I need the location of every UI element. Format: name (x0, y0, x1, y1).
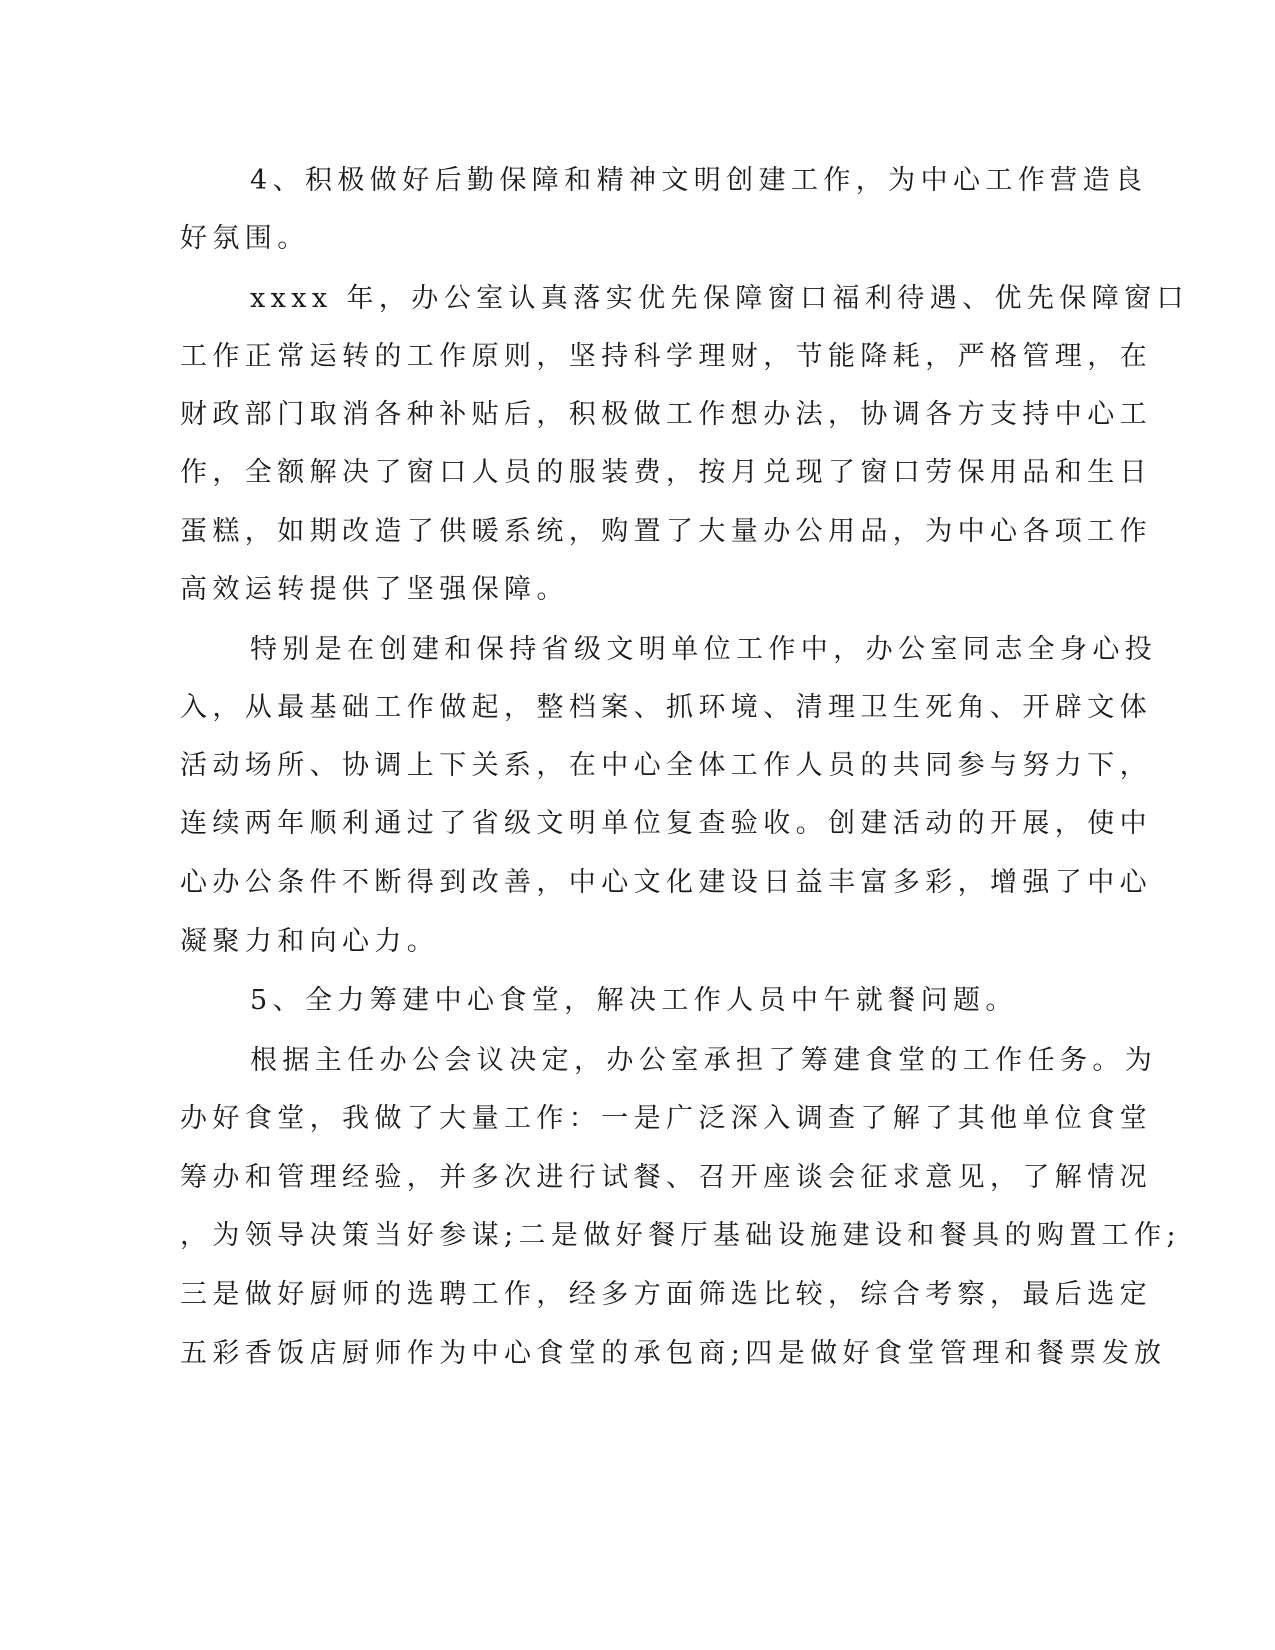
text-line: 入，从最基础工作做起，整档案、抓环境、清理卫生死角、开辟文体 (180, 692, 1152, 723)
text-line: xxxx 年，办公室认真落实优先保障窗口福利待遇、优先保障窗口 (250, 283, 1189, 314)
text-line: 根据主任办公会议决定，办公室承担了筹建食堂的工作任务。为 (250, 1045, 1158, 1076)
text-line: 特别是在创建和保持省级文明单位工作中，办公室同志全身心投 (250, 634, 1158, 665)
text-line: ，为领导决策当好参谋;二是做好餐厅基础设施建设和餐具的购置工作; (180, 1220, 1181, 1251)
text-line: 三是做好厨师的选聘工作，经多方面筛选比较，综合考察，最后选定 (180, 1279, 1152, 1310)
text-line: 连续两年顺利通过了省级文明单位复查验收。创建活动的开展，使中 (180, 808, 1152, 839)
text-line: 心办公条件不断得到改善，中心文化建设日益丰富多彩，增强了中心 (180, 867, 1152, 898)
text-line: 作，全额解决了窗口人员的服装费，按月兑现了窗口劳保用品和生日 (180, 457, 1152, 488)
text-line: 蛋糕，如期改造了供暖系统，购置了大量办公用品，为中心各项工作 (180, 516, 1152, 547)
text-line: 办好食堂，我做了大量工作：一是广泛深入调查了解了其他单位食堂 (180, 1103, 1152, 1134)
text-line: 活动场所、协调上下关系，在中心全体工作人员的共同参与努力下， (180, 750, 1152, 781)
text-line: 高效运转提供了坚强保障。 (180, 574, 569, 605)
text-line: 财政部门取消各种补贴后，积极做工作想办法，协调各方支持中心工 (180, 399, 1152, 430)
text-line: 好氛围。 (180, 223, 310, 254)
text-line: 凝聚力和向心力。 (180, 926, 440, 957)
text-line: 工作正常运转的工作原则，坚持科学理财，节能降耗，严格管理，在 (180, 341, 1152, 372)
text-line: 4、积极做好后勤保障和精神文明创建工作，为中心工作营造良 (250, 165, 1148, 196)
text-line: 五彩香饭店厨师作为中心食堂的承包商;四是做好食堂管理和餐票发放 (180, 1338, 1167, 1369)
text-line: 筹办和管理经验，并多次进行试餐、召开座谈会征求意见，了解情况 (180, 1162, 1152, 1193)
text-line: 5、全力筹建中心食堂，解决工作人员中午就餐问题。 (250, 985, 1018, 1016)
